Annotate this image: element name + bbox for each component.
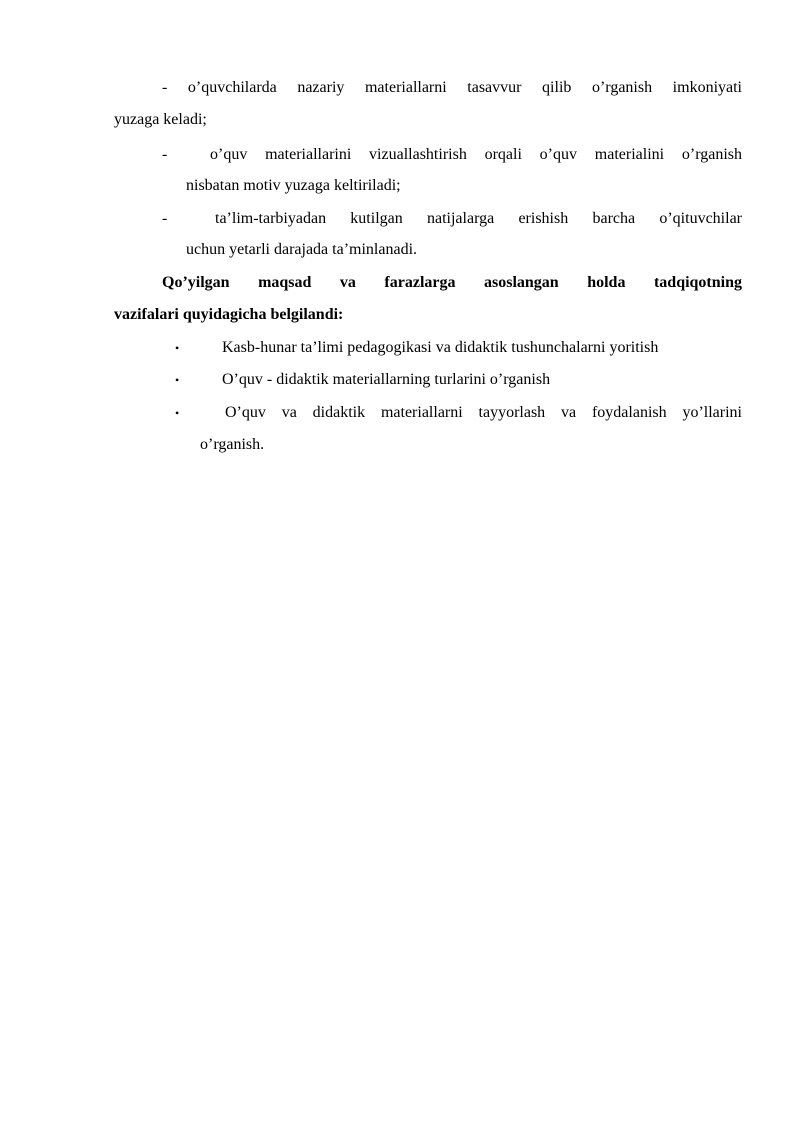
dash-marker: - [162, 210, 168, 227]
bullet-item-line: o’rganish. [200, 436, 265, 453]
bullet-item-line: Kasb-hunar ta’limi pedagogikasi va didaktik tushunchalarni yoritish [222, 339, 659, 356]
bullet-icon: • [175, 341, 180, 355]
bullet-icon: • [175, 373, 180, 387]
bullet-icon: • [175, 406, 180, 420]
paragraph-line: - o’quvchilarda nazariy materiallarni tasavvur qilib o’rganish imkoniyati [162, 79, 742, 96]
list-item-line: uchun yetarli darajada ta’minlanadi. [186, 241, 418, 258]
dash-marker: - [162, 146, 168, 163]
list-item-line: nisbatan motiv yuzaga keltiriladi; [186, 177, 401, 194]
list-item-line: o’quv materiallarini vizuallashtirish orqali o’quv materialini o’rganish [210, 146, 742, 163]
paragraph-line: yuzaga keladi; [114, 111, 207, 128]
bullet-item-line: O’quv - didaktik materiallarning turlarini o’rganish [222, 371, 551, 388]
list-item-line: ta’lim-tarbiyadan kutilgan natijalarga erishish barcha o’qituvchilar [215, 210, 742, 227]
bullet-item-line: O’quv va didaktik materiallarni tayyorlash va foydalanish yo’llarini [225, 404, 742, 421]
section-heading: vazifalari quyidagicha belgilandi: [114, 306, 344, 323]
section-heading: Qo’yilgan maqsad va farazlarga asoslangan holda tadqiqotning [162, 274, 742, 291]
